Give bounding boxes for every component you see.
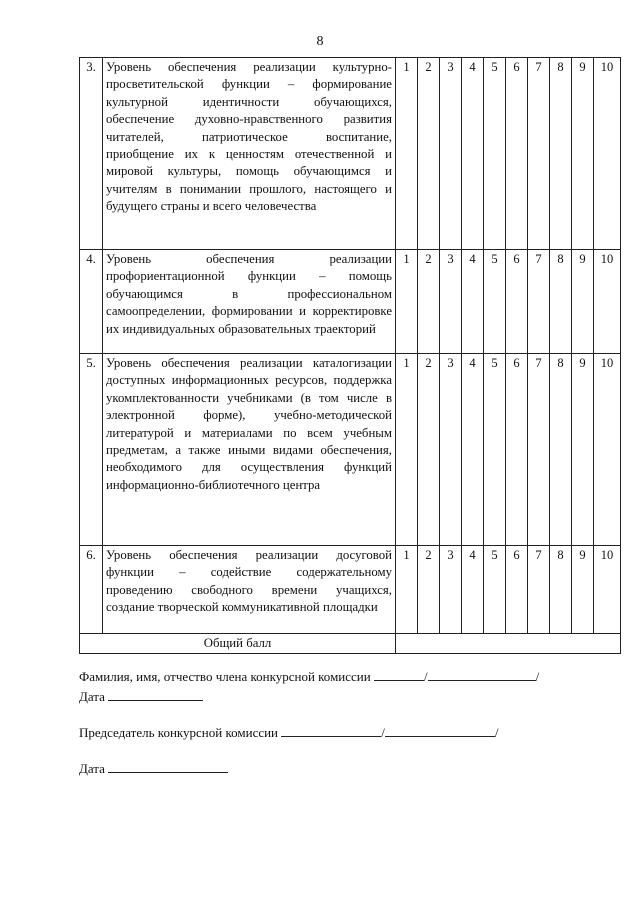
score-cell: 7 [528, 354, 550, 546]
score-cell: 6 [506, 354, 528, 546]
date-blank [108, 686, 203, 701]
score-cell: 4 [462, 58, 484, 250]
score-cell: 4 [462, 250, 484, 354]
date-blank [108, 758, 228, 773]
score-cell: 3 [440, 58, 462, 250]
score-cell: 9 [572, 354, 594, 546]
score-cell: 10 [594, 58, 621, 250]
chairman-signature-line [79, 722, 499, 741]
total-row [80, 634, 621, 654]
criterion-text: Уровень обеспечения реализации каталогизации доступных информационных ресурсов, поддержка укомплектованности учебниками (в том числе в электронной форме), учебно-методической литературой и материалами по всем учебным предметам, а также иными видами обеспечения, необходимого для осуществления функций информационно-библиотечного центра [103, 354, 396, 546]
table-row [80, 546, 621, 634]
member-date-line [79, 686, 203, 705]
score-cell: 9 [572, 546, 594, 634]
criterion-text: Уровень обеспечения реализации профориентационной функции – помощь обучающимся в профессиональном самоопределении, формировании и корректировке их индивидуальных образовательных траекторий [103, 250, 396, 354]
table-row [80, 58, 621, 250]
score-cell: 8 [550, 58, 572, 250]
score-cell: 3 [440, 354, 462, 546]
score-cell: 10 [594, 546, 621, 634]
date-label: Дата [79, 689, 105, 704]
table-row [80, 354, 621, 546]
score-cell: 2 [418, 250, 440, 354]
criterion-text: Уровень обеспечения реализации досуговой функции – содействие содержательному проведению свободного времени учащихся, создание творческой коммуникативной площадки [103, 546, 396, 634]
row-number: 6. [80, 546, 103, 634]
date-label: Дата [79, 761, 105, 776]
score-cell: 7 [528, 58, 550, 250]
name-blank [385, 722, 495, 737]
score-cell: 9 [572, 250, 594, 354]
total-label: Общий балл [80, 634, 396, 654]
score-cell: 5 [484, 58, 506, 250]
score-cell: 10 [594, 250, 621, 354]
score-cell: 4 [462, 354, 484, 546]
signature-blank [281, 722, 381, 737]
total-score-cell [396, 634, 621, 654]
page-number: 8 [316, 34, 324, 49]
score-cell: 8 [550, 354, 572, 546]
chairman-label: Председатель конкурсной комиссии [79, 725, 279, 740]
score-cell: 9 [572, 58, 594, 250]
score-cell: 2 [418, 58, 440, 250]
score-cell: 1 [396, 250, 418, 354]
slash: / [535, 669, 540, 684]
slash: / [494, 725, 499, 740]
chairman-date-line [79, 758, 228, 777]
score-cell: 5 [484, 250, 506, 354]
member-label: Фамилия, имя, отчество члена конкурсной комиссии [79, 669, 371, 684]
signature-blank [374, 666, 424, 681]
name-blank [428, 666, 536, 681]
score-cell: 5 [484, 354, 506, 546]
score-cell: 5 [484, 546, 506, 634]
score-cell: 7 [528, 250, 550, 354]
score-cell: 4 [462, 546, 484, 634]
table-row [80, 250, 621, 354]
member-signature-line [79, 666, 539, 685]
score-cell: 2 [418, 354, 440, 546]
row-number: 3. [80, 58, 103, 250]
score-cell: 10 [594, 354, 621, 546]
score-cell: 1 [396, 546, 418, 634]
score-cell: 6 [506, 546, 528, 634]
score-cell: 8 [550, 546, 572, 634]
score-cell: 7 [528, 546, 550, 634]
criteria-table [79, 57, 621, 654]
score-cell: 1 [396, 354, 418, 546]
slash: / [381, 725, 385, 740]
slash: / [423, 669, 428, 684]
score-cell: 1 [396, 58, 418, 250]
score-cell: 2 [418, 546, 440, 634]
row-number: 4. [80, 250, 103, 354]
score-cell: 6 [506, 250, 528, 354]
row-number: 5. [80, 354, 103, 546]
score-cell: 3 [440, 250, 462, 354]
criterion-text: Уровень обеспечения реализации культурно-просветительской функции – формирование культурной идентичности обучающихся, обеспечение духовно-нравственного развития читателей, патриотическое воспитание, приобщение их к ценностям отечественной и мировой культуры, помощь обучающимся и учителям в понимании прошлого, настоящего и будущего страны и всего человечества [103, 58, 396, 250]
score-cell: 6 [506, 58, 528, 250]
score-cell: 8 [550, 250, 572, 354]
score-cell: 3 [440, 546, 462, 634]
